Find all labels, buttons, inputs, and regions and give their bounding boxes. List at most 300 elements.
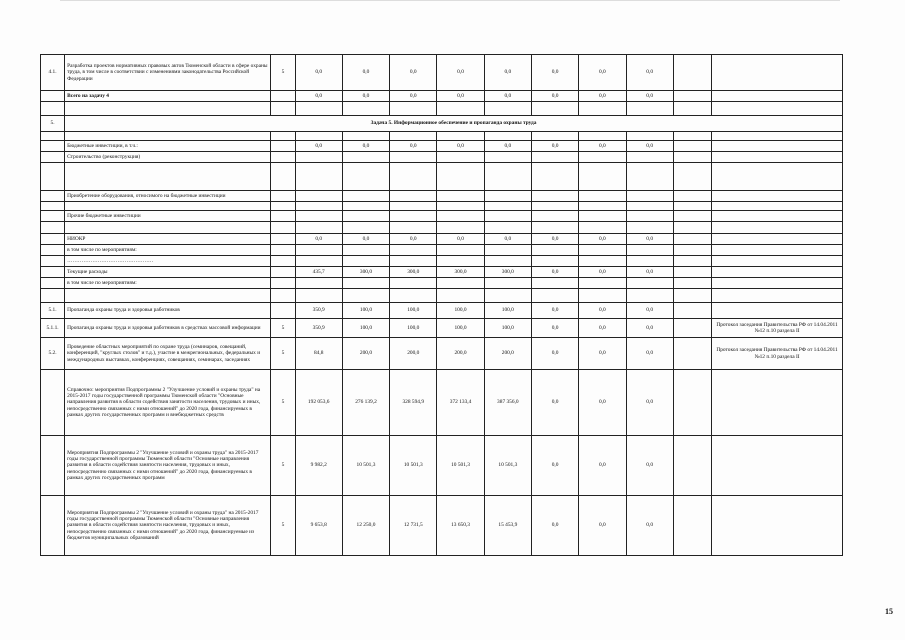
row-note — [712, 55, 843, 91]
value-cell: 0,0 — [390, 234, 437, 245]
table-row — [41, 289, 843, 303]
value-cell: 200,0 — [437, 338, 484, 370]
value-cell — [626, 245, 673, 256]
row-code — [271, 211, 295, 222]
value-cell: 100,0 — [390, 319, 437, 338]
row-note — [712, 303, 843, 319]
empty-cell — [437, 132, 484, 141]
value-cell: 0,0 — [295, 141, 342, 152]
empty-cell — [673, 55, 711, 91]
value-cell: 0,0 — [484, 234, 531, 245]
row-code: 5 — [271, 496, 295, 556]
value-cell — [626, 191, 673, 202]
empty-cell — [295, 102, 342, 116]
value-cell: 0,0 — [390, 141, 437, 152]
top-edge-line — [60, 0, 840, 1]
value-cell: 12 731,5 — [390, 496, 437, 556]
value-cell: 0,0 — [626, 91, 673, 102]
table-row — [41, 436, 843, 496]
value-cell: 100,0 — [437, 319, 484, 338]
empty-cell — [673, 102, 711, 116]
value-cell — [626, 278, 673, 289]
value-cell: 0,0 — [579, 234, 626, 245]
value-cell: 0,0 — [579, 436, 626, 496]
empty-cell — [295, 222, 342, 234]
value-cell: 10 501,3 — [484, 436, 531, 496]
row-title: в том числе по мероприятиям: — [65, 278, 271, 289]
value-cell — [484, 256, 531, 267]
row-code — [271, 152, 295, 163]
empty-cell — [531, 222, 578, 234]
empty-cell — [673, 91, 711, 102]
row-number — [41, 191, 65, 202]
empty-cell — [626, 102, 673, 116]
value-cell — [437, 256, 484, 267]
empty-cell — [271, 222, 295, 234]
table-row — [41, 370, 843, 436]
empty-cell — [673, 496, 711, 556]
value-cell: 0,0 — [626, 55, 673, 91]
empty-cell — [579, 102, 626, 116]
row-code — [271, 234, 295, 245]
row-title: НИОКР — [65, 234, 271, 245]
row-title: в том числе по мероприятиям: — [65, 245, 271, 256]
row-code: 5 — [271, 370, 295, 436]
empty-cell — [673, 338, 711, 370]
empty-cell — [390, 102, 437, 116]
row-number — [41, 152, 65, 163]
value-cell — [437, 245, 484, 256]
empty-cell — [342, 163, 389, 191]
value-cell — [295, 256, 342, 267]
value-cell — [531, 278, 578, 289]
value-cell — [484, 152, 531, 163]
row-note: Протокол заседания Правительства РФ от 14.04.2011 №12 п.10 раздела II — [712, 338, 843, 370]
row-title: Мероприятия Подпрограммы 2 "Улучшение условий и охраны труда" на 2015-2017 годы государственной программы Тюменской области "Основные направления развития в области содействия занятости населения, трудовых и иных, непосредственно связанных с ними отношений" до 2020 года, финансируемые из бюджетов муниципальных образований — [65, 496, 271, 556]
table-row — [41, 319, 843, 338]
value-cell: 0,0 — [437, 55, 484, 91]
value-cell — [342, 191, 389, 202]
page-number: 15 — [885, 607, 893, 616]
value-cell: 0,0 — [390, 91, 437, 102]
empty-cell — [437, 102, 484, 116]
value-cell: 0,0 — [626, 436, 673, 496]
row-code — [271, 191, 295, 202]
empty-cell — [390, 163, 437, 191]
empty-cell — [673, 436, 711, 496]
value-cell: 100,0 — [484, 319, 531, 338]
empty-cell — [626, 202, 673, 211]
empty-cell — [271, 102, 295, 116]
value-cell — [437, 211, 484, 222]
value-cell: 9 982,2 — [295, 436, 342, 496]
section-title: Задача 5. Информационное обеспечение и пропаганда охраны труда — [65, 116, 843, 132]
value-cell: 0,0 — [484, 141, 531, 152]
row-note — [712, 91, 843, 102]
value-cell — [579, 191, 626, 202]
empty-cell — [712, 132, 843, 141]
value-cell — [531, 191, 578, 202]
value-cell: 0,0 — [626, 496, 673, 556]
table-row — [41, 152, 843, 163]
empty-cell — [390, 289, 437, 303]
value-cell — [626, 152, 673, 163]
value-cell: 435,7 — [295, 267, 342, 278]
row-number: 4.1. — [41, 55, 65, 91]
empty-cell — [673, 191, 711, 202]
empty-cell — [342, 289, 389, 303]
row-note — [712, 245, 843, 256]
row-code: 5 — [271, 319, 295, 338]
empty-cell — [531, 163, 578, 191]
value-cell — [531, 245, 578, 256]
value-cell: 0,0 — [342, 141, 389, 152]
value-cell — [437, 278, 484, 289]
empty-cell — [65, 132, 271, 141]
empty-cell — [271, 132, 295, 141]
empty-cell — [712, 102, 843, 116]
table-row — [41, 278, 843, 289]
value-cell: 0,0 — [531, 91, 578, 102]
empty-cell — [342, 132, 389, 141]
empty-cell — [673, 319, 711, 338]
value-cell — [295, 211, 342, 222]
value-cell: 100,0 — [484, 303, 531, 319]
empty-cell — [626, 163, 673, 191]
value-cell: 0,0 — [531, 55, 578, 91]
empty-cell — [271, 202, 295, 211]
empty-cell — [65, 102, 271, 116]
value-cell: 0,0 — [531, 436, 578, 496]
empty-cell — [65, 163, 271, 191]
row-title: Текущие расходы — [65, 267, 271, 278]
table-row — [41, 234, 843, 245]
row-note — [712, 496, 843, 556]
empty-cell — [437, 202, 484, 211]
value-cell: 0,0 — [531, 234, 578, 245]
row-title: Проведение областных мероприятий по охране труда (семинаров, совещаний, конференций, "круглых столов" и т.д.), участие в межрегиональных, федеральных и международных выставках, конференциях, совещаниях, семинарах, заседаниях — [65, 338, 271, 370]
table-row — [41, 256, 843, 267]
value-cell — [295, 152, 342, 163]
table-row — [41, 191, 843, 202]
empty-cell — [579, 163, 626, 191]
value-cell: 0,0 — [295, 91, 342, 102]
value-cell — [342, 245, 389, 256]
table-row — [41, 55, 843, 91]
empty-cell — [295, 202, 342, 211]
value-cell — [390, 152, 437, 163]
value-cell: 0,0 — [531, 303, 578, 319]
row-title: Мероприятия Подпрограммы 2 "Улучшение условий и охраны труда" на 2015-2017 годы государственной программы Тюменской области "Основные направления развития в области содействия занятости населения, трудовых и иных, непосредственно связанных с ними отношений" до 2020 года, финансируемых в рамках других государственных программ — [65, 436, 271, 496]
value-cell: 0,0 — [531, 267, 578, 278]
row-number: 5.2. — [41, 338, 65, 370]
empty-cell — [579, 289, 626, 303]
table-row — [41, 102, 843, 116]
empty-cell — [342, 222, 389, 234]
row-code — [271, 267, 295, 278]
empty-cell — [484, 102, 531, 116]
value-cell: 0,0 — [295, 234, 342, 245]
value-cell — [295, 245, 342, 256]
value-cell — [484, 211, 531, 222]
empty-cell — [484, 222, 531, 234]
empty-cell — [673, 256, 711, 267]
value-cell: 372 133,4 — [437, 370, 484, 436]
value-cell: 13 650,3 — [437, 496, 484, 556]
value-cell: 9 653,8 — [295, 496, 342, 556]
empty-cell — [65, 289, 271, 303]
row-number — [41, 91, 65, 102]
value-cell: 276 139,2 — [342, 370, 389, 436]
value-cell: 10 501,3 — [437, 436, 484, 496]
empty-cell — [390, 222, 437, 234]
row-code — [271, 141, 295, 152]
empty-cell — [712, 222, 843, 234]
value-cell — [342, 152, 389, 163]
value-cell: 100,0 — [342, 319, 389, 338]
table-row — [41, 267, 843, 278]
row-number — [41, 245, 65, 256]
value-cell: 100,0 — [342, 303, 389, 319]
value-cell: 200,0 — [484, 338, 531, 370]
row-note — [712, 141, 843, 152]
value-cell: 0,0 — [626, 319, 673, 338]
empty-cell — [712, 289, 843, 303]
value-cell: 0,0 — [437, 91, 484, 102]
empty-cell — [531, 289, 578, 303]
row-title: Справочно: мероприятия Подпрограммы 2 "Улучшение условий и охраны труда" на 2015-2017 годы государственной программы Тюменской области "Основные направления развития в области содействия занятости населения, трудовых и иных, непосредственно связанных с ними отношений" до 2020 года, финансируемых в рамках других государственных программ и внебюджетных средств — [65, 370, 271, 436]
row-code — [271, 91, 295, 102]
row-note — [712, 278, 843, 289]
value-cell — [531, 152, 578, 163]
empty-cell — [41, 102, 65, 116]
value-cell — [484, 245, 531, 256]
value-cell — [342, 256, 389, 267]
value-cell: 0,0 — [342, 55, 389, 91]
row-title: Всего на задачу 4 — [65, 91, 271, 102]
empty-cell — [484, 202, 531, 211]
value-cell — [484, 278, 531, 289]
value-cell — [390, 245, 437, 256]
value-cell — [342, 278, 389, 289]
table-row — [41, 496, 843, 556]
empty-cell — [626, 222, 673, 234]
value-cell: 387 356,0 — [484, 370, 531, 436]
value-cell: 0,0 — [342, 234, 389, 245]
empty-cell — [673, 278, 711, 289]
row-code — [271, 278, 295, 289]
empty-cell — [712, 202, 843, 211]
empty-cell — [626, 132, 673, 141]
value-cell: 0,0 — [626, 234, 673, 245]
row-title: ………………………………………… — [65, 256, 271, 267]
value-cell: 0,0 — [626, 370, 673, 436]
row-number: 5.1. — [41, 303, 65, 319]
row-title: Строительство (реконструкция) — [65, 152, 271, 163]
empty-cell — [484, 163, 531, 191]
empty-cell — [579, 222, 626, 234]
value-cell: 200,0 — [390, 338, 437, 370]
value-cell — [390, 191, 437, 202]
row-note — [712, 256, 843, 267]
row-number: 5.1.1. — [41, 319, 65, 338]
row-number — [41, 267, 65, 278]
value-cell: 0,0 — [484, 91, 531, 102]
empty-cell — [437, 289, 484, 303]
value-cell — [579, 278, 626, 289]
value-cell: 300,0 — [390, 267, 437, 278]
row-number: 5. — [41, 116, 65, 132]
value-cell: 0,0 — [531, 319, 578, 338]
table-row — [41, 338, 843, 370]
value-cell: 0,0 — [579, 370, 626, 436]
row-code: 5 — [271, 338, 295, 370]
empty-cell — [342, 102, 389, 116]
value-cell: 0,0 — [579, 496, 626, 556]
value-cell: 0,0 — [626, 303, 673, 319]
value-cell: 15 453,9 — [484, 496, 531, 556]
empty-cell — [673, 267, 711, 278]
value-cell: 0,0 — [579, 267, 626, 278]
empty-cell — [531, 132, 578, 141]
row-title: Разработка проектов нормативных правовых актов Тюменской области в сфере охраны труда, в том числе в соответствии с изменениями законодательства Российской Федерации — [65, 55, 271, 91]
value-cell: 0,0 — [437, 141, 484, 152]
table-row — [41, 222, 843, 234]
value-cell: 200,0 — [342, 338, 389, 370]
row-note — [712, 152, 843, 163]
empty-cell — [295, 132, 342, 141]
value-cell: 328 594,9 — [390, 370, 437, 436]
table-row — [41, 91, 843, 102]
row-number — [41, 370, 65, 436]
value-cell — [295, 191, 342, 202]
value-cell: 0,0 — [579, 319, 626, 338]
row-code — [271, 303, 295, 319]
value-cell: 84,8 — [295, 338, 342, 370]
table-row — [41, 141, 843, 152]
empty-cell — [673, 132, 711, 141]
value-cell — [342, 211, 389, 222]
empty-cell — [437, 163, 484, 191]
value-cell — [437, 152, 484, 163]
value-cell: 100,0 — [390, 303, 437, 319]
value-cell: 0,0 — [531, 370, 578, 436]
value-cell: 0,0 — [531, 141, 578, 152]
table-row — [41, 116, 843, 132]
value-cell: 0,0 — [579, 141, 626, 152]
value-cell: 0,0 — [579, 91, 626, 102]
empty-cell — [531, 102, 578, 116]
value-cell — [295, 278, 342, 289]
value-cell — [579, 152, 626, 163]
row-note — [712, 191, 843, 202]
row-number — [41, 496, 65, 556]
value-cell: 0,0 — [295, 55, 342, 91]
value-cell: 192 053,6 — [295, 370, 342, 436]
row-number — [41, 141, 65, 152]
row-title: Прочие бюджетные инвестиции — [65, 211, 271, 222]
table-row — [41, 303, 843, 319]
row-number — [41, 436, 65, 496]
table-row — [41, 163, 843, 191]
value-cell — [626, 211, 673, 222]
empty-cell — [712, 163, 843, 191]
value-cell: 0,0 — [626, 267, 673, 278]
value-cell: 300,0 — [484, 267, 531, 278]
value-cell — [531, 256, 578, 267]
value-cell — [579, 245, 626, 256]
empty-cell — [41, 222, 65, 234]
row-number — [41, 234, 65, 245]
empty-cell — [673, 222, 711, 234]
value-cell: 0,0 — [531, 496, 578, 556]
row-title: Бюджетные инвестиции, в т.ч.: — [65, 141, 271, 152]
value-cell — [390, 278, 437, 289]
value-cell: 100,0 — [437, 303, 484, 319]
row-code: 5 — [271, 55, 295, 91]
empty-cell — [673, 303, 711, 319]
value-cell — [579, 211, 626, 222]
row-number — [41, 278, 65, 289]
row-title: Пропаганда охраны труда и здоровья работников — [65, 303, 271, 319]
value-cell — [531, 211, 578, 222]
row-note — [712, 370, 843, 436]
table-row — [41, 211, 843, 222]
empty-cell — [41, 289, 65, 303]
row-note — [712, 211, 843, 222]
empty-cell — [484, 289, 531, 303]
empty-cell — [271, 163, 295, 191]
value-cell: 300,0 — [437, 267, 484, 278]
row-note: Протокол заседания Правительства РФ от 14.04.2011 №12 п.10 раздела II — [712, 319, 843, 338]
row-number — [41, 211, 65, 222]
empty-cell — [41, 132, 65, 141]
empty-cell — [673, 234, 711, 245]
row-title: Приобретение оборудования, относимого на бюджетные инвестиции — [65, 191, 271, 202]
empty-cell — [673, 370, 711, 436]
empty-cell — [673, 211, 711, 222]
value-cell: 0,0 — [531, 338, 578, 370]
value-cell — [626, 256, 673, 267]
value-cell — [484, 191, 531, 202]
empty-cell — [673, 141, 711, 152]
value-cell — [579, 256, 626, 267]
value-cell — [390, 211, 437, 222]
empty-cell — [41, 163, 65, 191]
row-note — [712, 234, 843, 245]
value-cell: 12 250,0 — [342, 496, 389, 556]
value-cell: 0,0 — [342, 91, 389, 102]
empty-cell — [271, 289, 295, 303]
value-cell: 0,0 — [390, 55, 437, 91]
empty-cell — [673, 245, 711, 256]
value-cell — [390, 256, 437, 267]
table-row — [41, 132, 843, 141]
table-row — [41, 202, 843, 211]
value-cell: 10 501,3 — [390, 436, 437, 496]
empty-cell — [673, 202, 711, 211]
row-note — [712, 267, 843, 278]
row-code — [271, 245, 295, 256]
empty-cell — [390, 132, 437, 141]
empty-cell — [673, 152, 711, 163]
program-table — [40, 54, 843, 556]
empty-cell — [673, 163, 711, 191]
empty-cell — [390, 202, 437, 211]
empty-cell — [579, 132, 626, 141]
row-title: Пропаганда охраны труда и здоровья работников в средствах массовой информации — [65, 319, 271, 338]
empty-cell — [673, 289, 711, 303]
